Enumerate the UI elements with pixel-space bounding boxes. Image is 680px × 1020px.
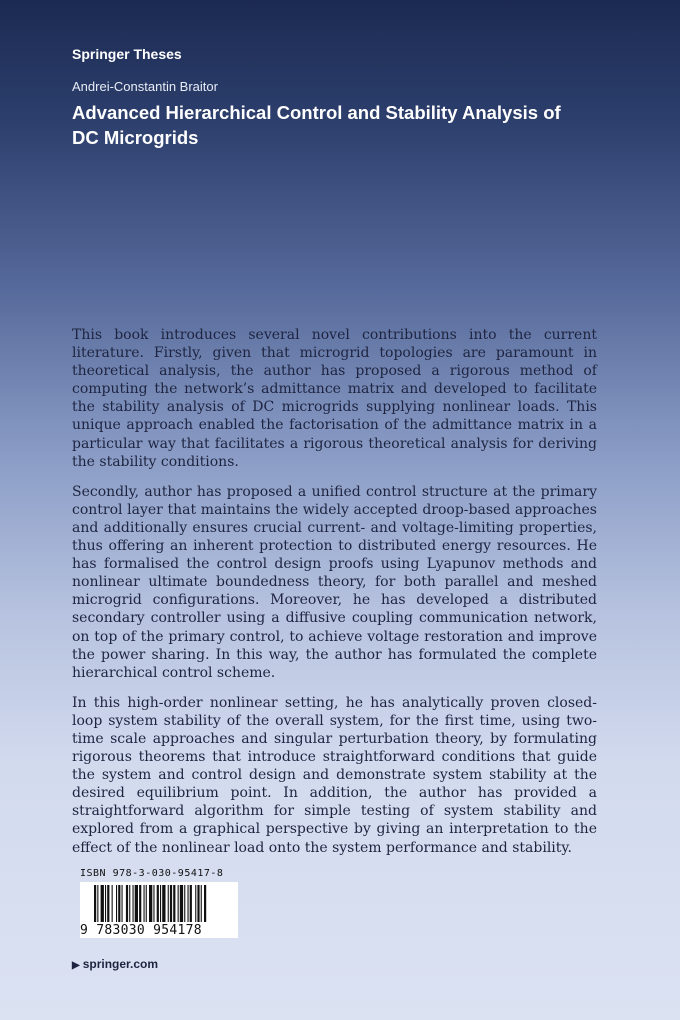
publisher-link[interactable] [72, 957, 158, 971]
blurb-paragraph-2: Secondly, author has proposed a unified control structure at the primary control layer that maintains the widely accepted droop-based approaches and additionally ensures crucial current- and voltage-limiting properties, thus offering an inherent protection to distributed energy resources. He has formalised the control design proofs using Lyapunov methods and nonlinear ultimate boundedness theory, for both parallel and meshed microgrid configurations. Moreover, he has developed a distributed secondary controller using a diffusive coupling communication network, on top of the primary control, to achieve voltage restoration and improve the power sharing. In this way, the author has formulated the complete hierarchical control scheme. [72, 483, 597, 681]
series-name: Springer Theses [72, 46, 182, 62]
author-name: Andrei-Constantin Braitor [72, 79, 218, 94]
blurb [72, 326, 597, 869]
book-title: Advanced Hierarchical Control and Stability Analysis of DC Microgrids [72, 102, 561, 148]
blurb-paragraph-3: In this high-order nonlinear setting, he has analytically proven closed-loop system stability of the overall system, for the first time, using two-time scale approaches and singular perturbation theory, by formulating rigorous theorems that introduce straightforward conditions that guide the system and control design and demonstrate system stability at the desired equilibrium point. In addition, the author has provided a straightforward algorithm for simple testing of system stability and explored from a graphical perspective by giving an interpretation to the effect of the nonlinear load onto the system performance and stability. [72, 694, 597, 856]
isbn-label: ISBN 978-3-030-95417-8 [80, 868, 224, 879]
barcode-digits: 9 783030 954178 [80, 922, 238, 938]
blurb-paragraph-1: This book introduces several novel contributions into the current literature. Firstly, given that microgrid topologies are paramount in theoretical analysis, the author has proposed a rigorous method of computing the network’s admittance matrix and developed to facilitate the stability analysis of DC microgrids supplying nonlinear loads. This unique approach enabled the factorisation of the admittance matrix in a particular way that facilitates a rigorous theoretical analysis for deriving the stability conditions. [72, 327, 597, 470]
triangle-right-icon: ▶ [72, 960, 80, 971]
publisher-link-text[interactable]: springer.com [82, 957, 159, 971]
